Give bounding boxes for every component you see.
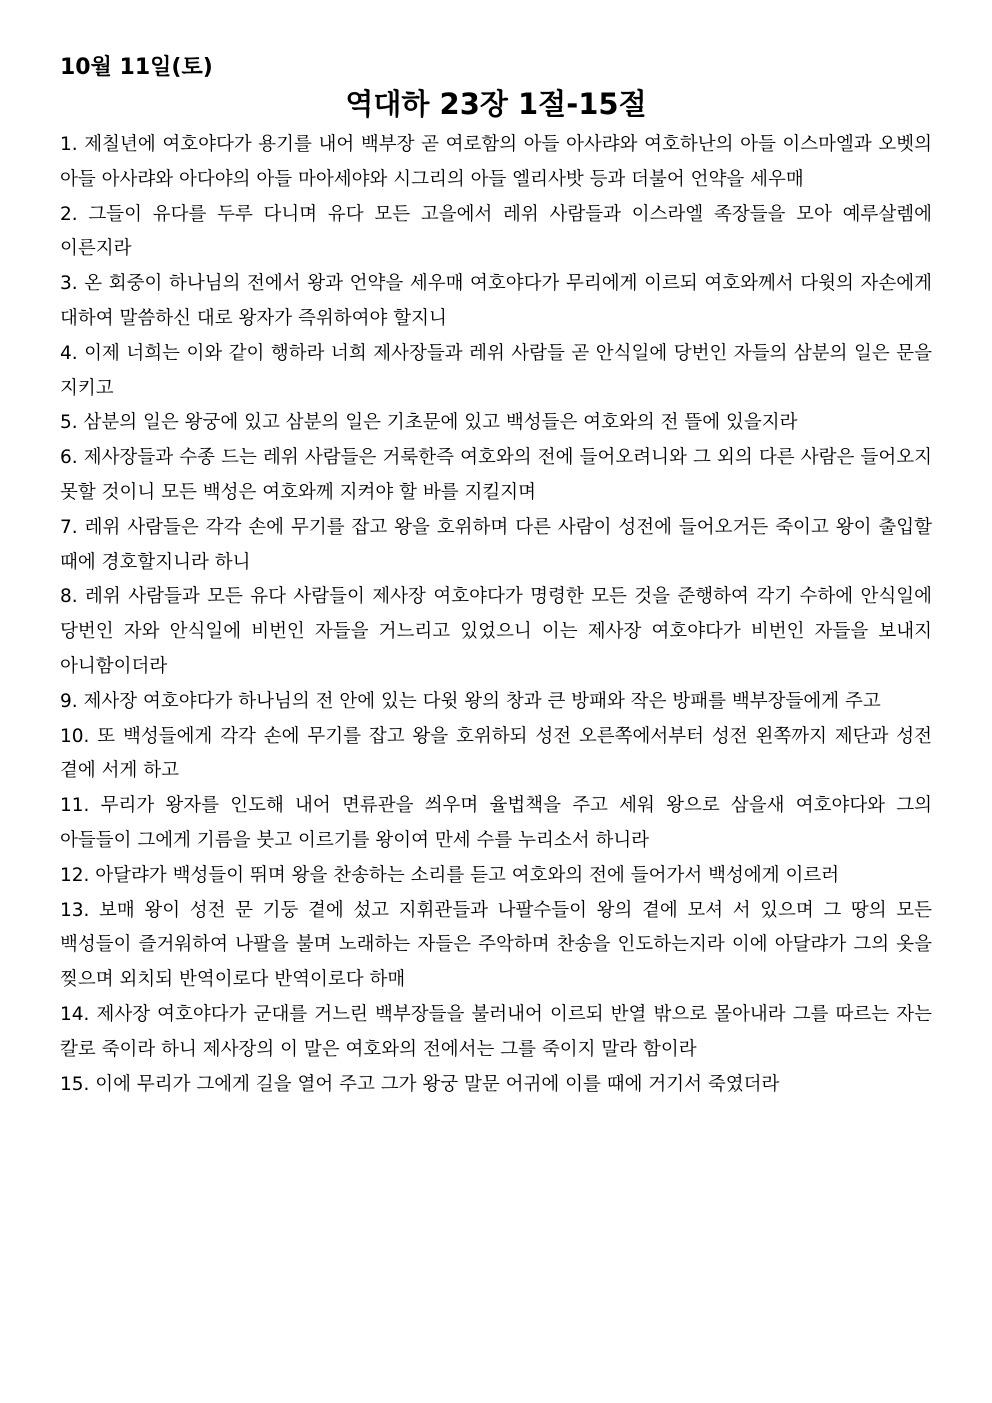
verse-7: 7. 레위 사람들은 각각 손에 무기를 잡고 왕을 호위하며 다른 사람이 성전에 들어오거든 죽이고 왕이 출입할 때에 경호할지니라 하니	[60, 516, 932, 573]
verse-8: 8. 레위 사람들과 모든 유다 사람들이 제사장 여호야다가 명령한 모든 것을 준행하여 각기 수하에 안식일에 당번인 자와 안식일에 비번인 자들을 거느리고 있었으니 이는 제사장 여호야다가 비번인 자들을 보내지 아니함이더라	[60, 586, 932, 677]
verse-14: 14. 제사장 여호야다가 군대를 거느린 백부장들을 불러내어 이르되 반열 밖으로 몰아내라 그를 따르는 자는 칼로 죽이라 하니 제사장의 이 말은 여호와의 전에서는 그를 죽이지 말라 함이라	[60, 1003, 932, 1060]
verse-9: 9. 제사장 여호야다가 하나님의 전 안에 있는 다윗 왕의 창과 큰 방패와 작은 방패를 백부장들에게 주고	[60, 690, 881, 712]
verse-12: 12. 아달랴가 백성들이 뛰며 왕을 찬송하는 소리를 듣고 여호와의 전에 들어가서 백성에게 이르러	[60, 864, 840, 886]
page-title: 역대하 23장 1절-15절	[345, 87, 647, 121]
verse-10: 10. 또 백성들에게 각각 손에 무기를 잡고 왕을 호위하되 성전 오른쪽에서부터 성전 왼쪽까지 제단과 성전 곁에 서게 하고	[60, 725, 932, 782]
verse-11: 11. 무리가 왕자를 인도해 내어 면류관을 씌우며 율법책을 주고 세워 왕으로 삼을새 여호야다와 그의 아들들이 그에게 기름을 붓고 이르기를 왕이여 만세 수를 누리소서 하니라	[60, 795, 932, 851]
date-heading: 10월 11일(토)	[60, 55, 213, 80]
verse-list	[60, 128, 932, 1102]
verse-4: 4. 이제 너희는 이와 같이 행하라 너희 제사장들과 레위 사람들 곧 안식일에 당번인 자들의 삼분의 일은 문을 지키고	[60, 342, 932, 399]
verse-6: 6. 제사장들과 수종 드는 레위 사람들은 거룩한즉 여호와의 전에 들어오려니와 그 외의 다른 사람은 들어오지 못할 것이니 모든 백성은 여호와께 지켜야 할 바를 지킬지며	[60, 447, 932, 503]
verse-15: 15. 이에 무리가 그에게 길을 열어 주고 그가 왕궁 말문 어귀에 이를 때에 거기서 죽였더라	[60, 1073, 780, 1095]
verse-5: 5. 삼분의 일은 왕궁에 있고 삼분의 일은 기초문에 있고 백성들은 여호와의 전 뜰에 있을지라	[60, 412, 798, 434]
verse-3: 3. 온 회중이 하나님의 전에서 왕과 언약을 세우매 여호야다가 무리에게 이르되 여호와께서 다윗의 자손에게 대하여 말씀하신 대로 왕자가 즉위하여야 할지니	[60, 273, 932, 329]
verse-2: 2. 그들이 유다를 두루 다니며 유다 모든 고을에서 레위 사람들과 이스라엘 족장들을 모아 예루살렘에 이른지라	[60, 203, 932, 260]
verse-1: 1. 제칠년에 여호야다가 용기를 내어 백부장 곧 여로함의 아들 아사랴와 여호하난의 아들 이스마엘과 오벳의 아들 아사랴와 아다야의 아들 마아세야와 시그리의 아들 엘리사밧 등과 더불어 언약을 세우매	[60, 134, 932, 190]
verse-13: 13. 보매 왕이 성전 문 기둥 곁에 섰고 지휘관들과 나팔수들이 왕의 곁에 모셔 서 있으며 그 땅의 모든 백성들이 즐거워하여 나팔을 불며 노래하는 자들은 주악하며 찬송을 인도하는지라 이에 아달랴가 그의 옷을 찢으며 외치되 반역이로다 반역이로다 하매	[60, 899, 932, 991]
